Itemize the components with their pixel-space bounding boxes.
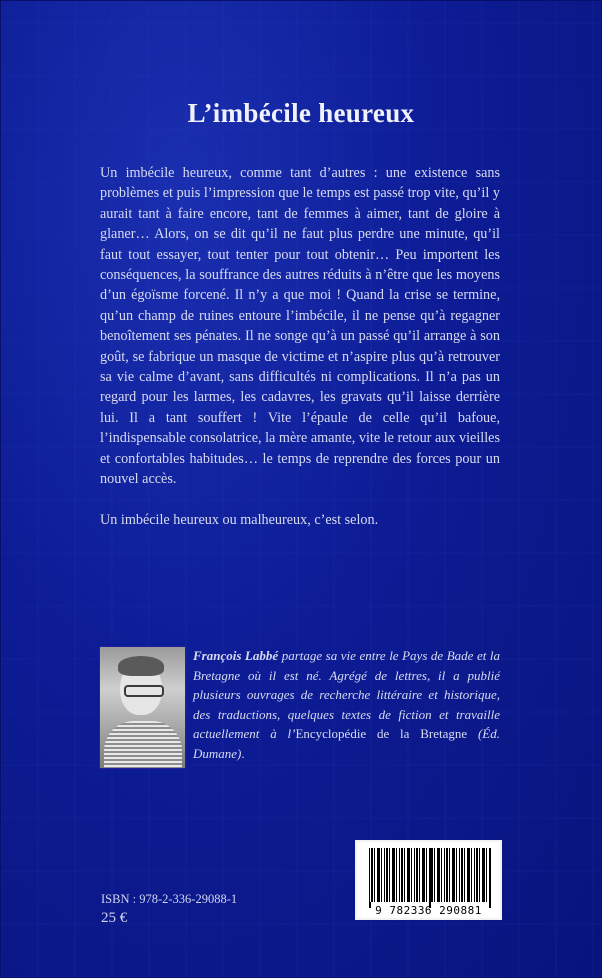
barcode xyxy=(355,840,502,920)
isbn: ISBN : 978-2-336-29088-1 xyxy=(101,892,238,906)
blurb-paragraph: Un imbécile heureux, comme tant d’autres : une existence sans problèmes et puis l’impression que le temps est passé trop vite, qu’il y aurait tant à faire encore, tant de femmes à aimer, tant de gloire à glaner… Alors, on se dit qu’il ne faut plus perdre une minute, qu’il faut tout essayer, tout tenter pour tout obtenir… Peu importent les conséquences, la souffrance des autres réduits à n’être que les moyens d’un égoïsme forcené. Il n’y a que moi ! Quand la crise se termine, qu’un champ de ruines entoure l’imbécile, il ne pense qu’à regagner benoîtement ses pénates. Il ne songe qu’à un passé qu’il arrange à son goût, se fabrique un masque de victime et n’aspire plus qu’à retrouver sa vie calme d’avant, sans difficultés ni complications. Il n’a pas un regard pour les larmes, les cadavres, les gravats qu’il laisse derrière lui. Il a tant souffert ! Vite l’épaule de celle qu’il bafoue, l’indispensable consolatrice, la mère amante, vite le retour aux vieilles et confortables habitudes… le temps de reprendre des forces pour un nouvel accès. xyxy=(100,165,500,488)
barcode-digits: 9 782336 290881 xyxy=(375,904,482,917)
author-work-title: Encyclopédie de la Bretagne xyxy=(295,726,468,742)
book-title: L’imbécile heureux xyxy=(187,98,415,128)
author-work-publisher: (Éd. Dumane) xyxy=(193,726,500,761)
price: 25 € xyxy=(101,910,128,926)
author-bio xyxy=(193,646,500,764)
author-bio-text: partage sa vie entre le Pays de Bade et la Bretagne où il est né. Agrégé de lettres, il a publié plusieurs ouvrages de recherche littéraire et historique, des traductions, quelques textes de fiction et travaille actuellement à l’ xyxy=(193,648,500,742)
author-bio-end: . xyxy=(241,745,245,761)
blurb-paragraph: Un imbécile heureux ou malheureux, c’est selon. xyxy=(100,511,379,528)
blurb xyxy=(100,163,500,550)
author-name: François Labbé xyxy=(193,648,279,663)
author-photo xyxy=(99,646,186,769)
